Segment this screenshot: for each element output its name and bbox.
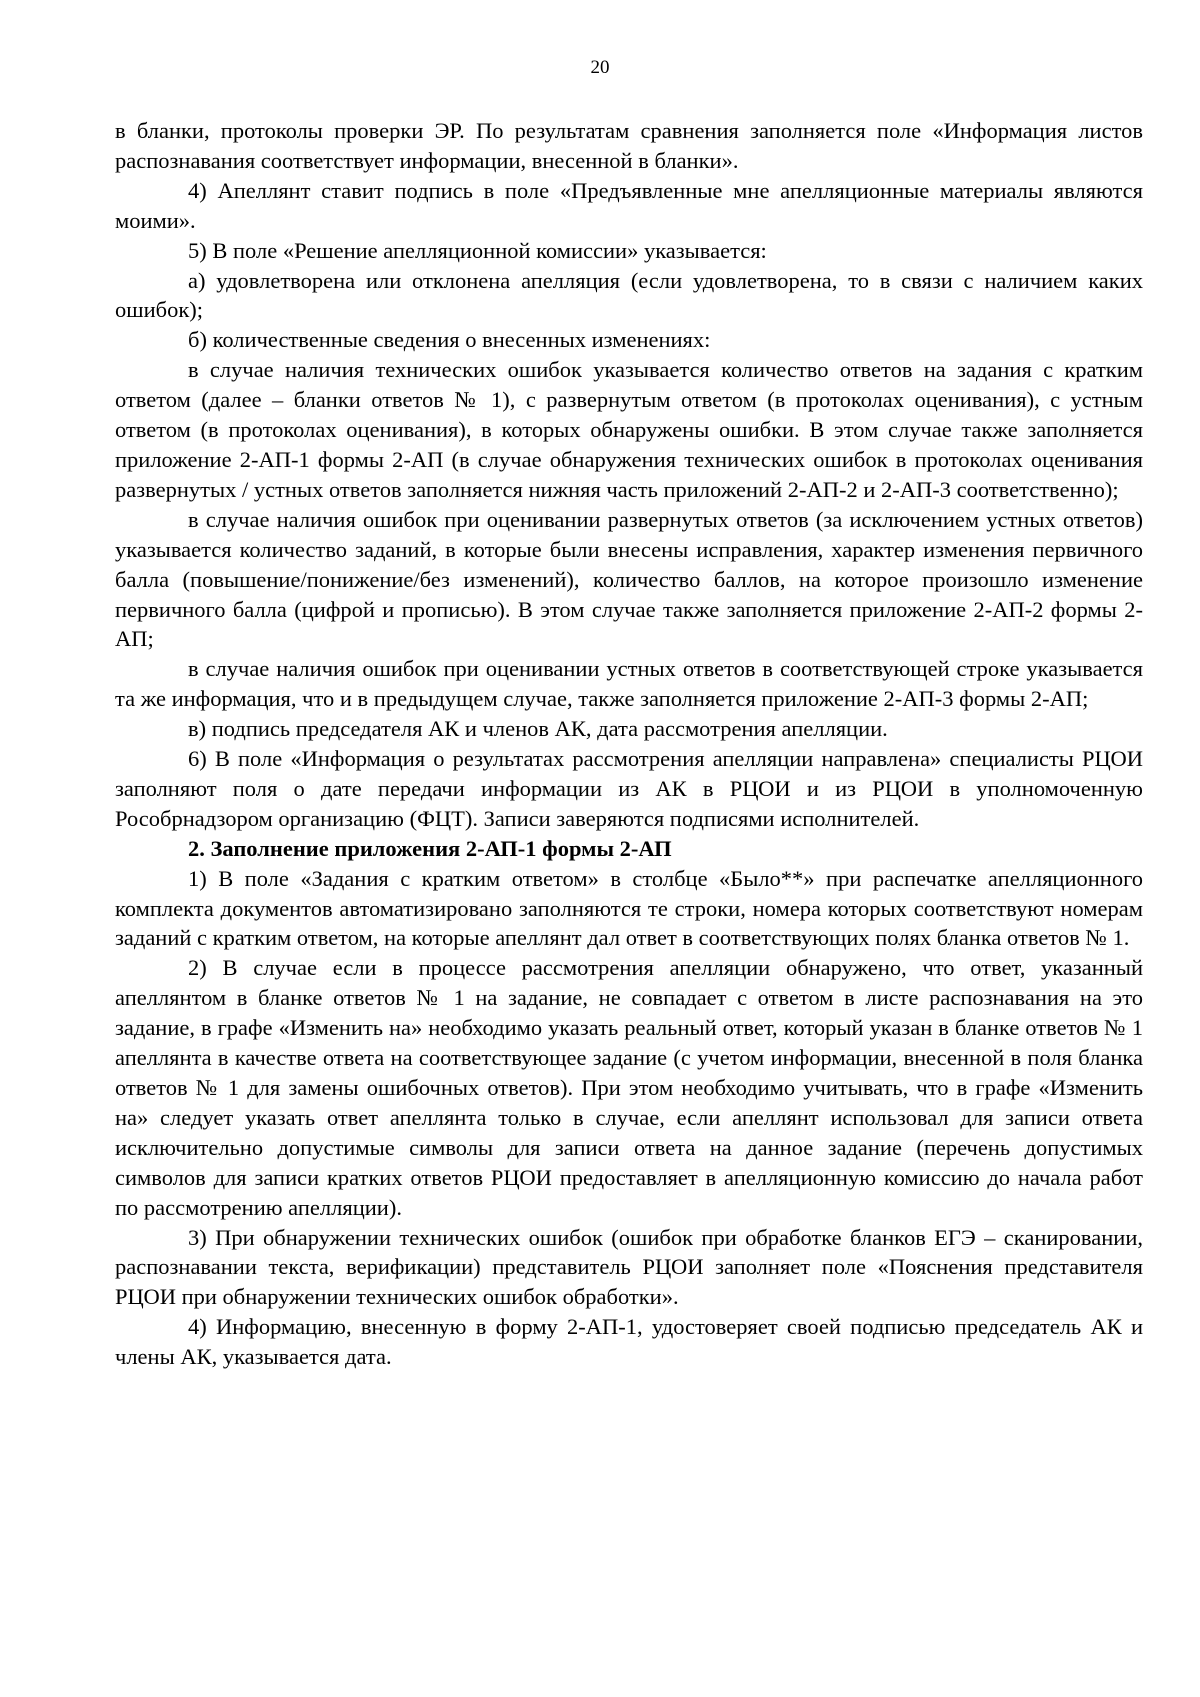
page-number: 20: [590, 57, 610, 78]
paragraph: в) подпись председателя АК и членов АК, дата рассмотрения апелляции.: [188, 716, 888, 742]
paragraph: в случае наличия ошибок при оценивании развернутых ответов (за исключением устных ответов) указывается количество заданий, в которые были внесены исправления, характер изменения первичного балла (повышение/понижение/без изменений), количество баллов, на которое произошло изменение первичного балла (цифрой и прописью). В этом случае также заполняется приложение 2-АП-2 формы 2-АП;: [115, 506, 1143, 652]
paragraph: 3) При обнаружении технических ошибок (ошибок при обработке бланков ЕГЭ – сканировании, распознавании текста, верификации) представитель РЦОИ заполняет поле «Пояснения представителя РЦОИ при обнаружении технических ошибок обработки».: [115, 1224, 1143, 1310]
paragraph: 4) Информацию, внесенную в форму 2-АП-1, удостоверяет своей подписью председатель АК и члены АК, указывается дата.: [115, 1314, 1143, 1370]
paragraph: 1) В поле «Задания с кратким ответом» в столбце «Было**» при распечатке апелляционного комплекта документов автоматизировано заполняются те строки, номера которых соответствуют номерам заданий с кратким ответом, на которые апеллянт дал ответ в соответствующих полях бланка ответов № 1.: [115, 865, 1143, 951]
paragraph: 4) Апеллянт ставит подпись в поле «Предъявленные мне апелляционные материалы являются моими».: [115, 177, 1143, 233]
paragraph: 5) В поле «Решение апелляционной комиссии» указывается:: [188, 237, 767, 263]
paragraph: 6) В поле «Информация о результатах рассмотрения апелляции направлена» специалисты РЦОИ заполняют поля о дате передачи информации из АК в РЦОИ и из РЦОИ в уполномоченную Рособрнадзором организацию (ФЦТ). Записи заверяются подписями исполнителей.: [115, 746, 1143, 831]
paragraph: а) удовлетворена или отклонена апелляция (если удовлетворена, то в связи с наличием каких ошибок);: [115, 267, 1143, 323]
section-heading: 2. Заполнение приложения 2-АП-1 формы 2-АП: [188, 835, 672, 861]
paragraph: в случае наличия ошибок при оценивании устных ответов в соответствующей строке указывается та же информация, что и в предыдущем случае, также заполняется приложение 2-АП-3 формы 2-АП;: [115, 656, 1143, 712]
document-body: [115, 116, 1143, 1372]
paragraph: б) количественные сведения о внесенных изменениях:: [188, 327, 711, 353]
paragraph: в случае наличия технических ошибок указывается количество ответов на задания с кратким ответом (далее – бланки ответов № 1), с развернутым ответом (в протоколах оценивания), с устным ответом (в протоколах оценивания), в которых обнаружены ошибки. В этом случае также заполняется приложение 2-АП-1 формы 2-АП (в случае обнаружения технических ошибок в протоколах оценивания развернутых / устных ответов заполняется нижняя часть приложений 2-АП-2 и 2-АП-3 соответственно);: [115, 357, 1143, 502]
paragraph: 2) В случае если в процессе рассмотрения апелляции обнаружено, что ответ, указанный апеллянтом в бланке ответов № 1 на задание, не совпадает с ответом в листе распознавания на это задание, в графе «Изменить на» необходимо указать реальный ответ, который указан в бланке ответов № 1 апеллянта в качестве ответа на соответствующее задание (с учетом информации, внесенной в поля бланка ответов № 1 для замены ошибочных ответов). При этом необходимо учитывать, что в графе «Изменить на» следует указать ответ апеллянта только в случае, если апеллянт использовал для записи ответа исключительно допустимые символы для записи ответа на данное задание (перечень допустимых символов для записи кратких ответов РЦОИ предоставляет в апелляционную комиссию до начала работ по рассмотрению апелляции).: [115, 955, 1143, 1220]
paragraph: в бланки, протоколы проверки ЭР. По результатам сравнения заполняется поле «Информация листов распознавания соответствует информации, внесенной в бланки».: [115, 118, 1143, 173]
